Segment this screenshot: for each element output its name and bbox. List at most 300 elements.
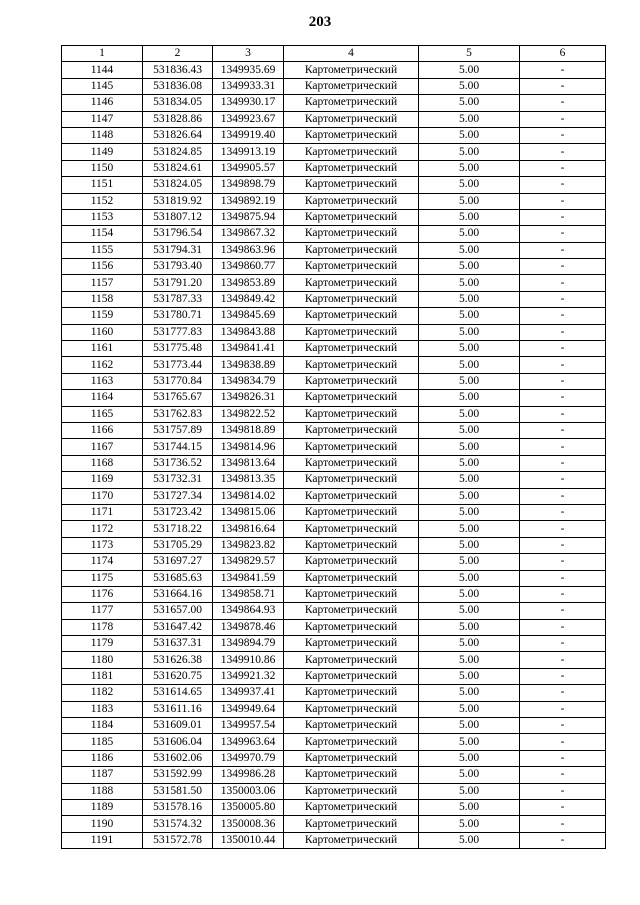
accuracy-cell: 5.00	[419, 455, 520, 471]
method-cell: Картометрический	[284, 455, 419, 471]
x-coordinate-cell: 531578.16	[143, 799, 213, 815]
x-coordinate-cell: 531606.04	[143, 734, 213, 750]
method-cell: Картометрический	[284, 603, 419, 619]
coordinates-table	[61, 45, 606, 849]
method-cell: Картометрический	[284, 193, 419, 209]
method-cell: Картометрический	[284, 652, 419, 668]
x-coordinate-cell: 531744.15	[143, 439, 213, 455]
method-cell: Картометрический	[284, 554, 419, 570]
table-row	[62, 783, 606, 799]
point-number-cell: 1163	[62, 373, 143, 389]
x-coordinate-cell: 531762.83	[143, 406, 213, 422]
point-number-cell: 1191	[62, 832, 143, 848]
method-cell: Картометрический	[284, 226, 419, 242]
table-row	[62, 324, 606, 340]
page-number: 203	[308, 14, 332, 30]
description-cell: -	[520, 750, 606, 766]
y-coordinate-cell: 1349826.31	[213, 390, 284, 406]
accuracy-cell: 5.00	[419, 357, 520, 373]
method-cell: Картометрический	[284, 144, 419, 160]
x-coordinate-cell: 531664.16	[143, 586, 213, 602]
description-cell: -	[520, 783, 606, 799]
point-number-cell: 1175	[62, 570, 143, 586]
accuracy-cell: 5.00	[419, 554, 520, 570]
x-coordinate-cell: 531626.38	[143, 652, 213, 668]
y-coordinate-cell: 1349834.79	[213, 373, 284, 389]
method-cell: Картометрический	[284, 390, 419, 406]
y-coordinate-cell: 1349957.54	[213, 718, 284, 734]
x-coordinate-cell: 531697.27	[143, 554, 213, 570]
point-number-cell: 1174	[62, 554, 143, 570]
x-coordinate-cell: 531836.08	[143, 78, 213, 94]
x-coordinate-cell: 531685.63	[143, 570, 213, 586]
method-cell: Картометрический	[284, 177, 419, 193]
table-row	[62, 341, 606, 357]
x-coordinate-cell: 531770.84	[143, 373, 213, 389]
description-cell: -	[520, 718, 606, 734]
point-number-cell: 1176	[62, 586, 143, 602]
x-coordinate-cell: 531657.00	[143, 603, 213, 619]
accuracy-cell: 5.00	[419, 78, 520, 94]
y-coordinate-cell: 1350005.80	[213, 799, 284, 815]
method-cell: Картометрический	[284, 78, 419, 94]
table-row	[62, 127, 606, 143]
accuracy-cell: 5.00	[419, 95, 520, 111]
description-cell: -	[520, 832, 606, 848]
method-cell: Картометрический	[284, 308, 419, 324]
method-cell: Картометрический	[284, 439, 419, 455]
point-number-cell: 1150	[62, 160, 143, 176]
x-coordinate-cell: 531609.01	[143, 718, 213, 734]
method-cell: Картометрический	[284, 341, 419, 357]
description-cell: -	[520, 144, 606, 160]
y-coordinate-cell: 1349822.52	[213, 406, 284, 422]
description-cell: -	[520, 799, 606, 815]
accuracy-cell: 5.00	[419, 472, 520, 488]
y-coordinate-cell: 1349963.64	[213, 734, 284, 750]
accuracy-cell: 5.00	[419, 718, 520, 734]
point-number-cell: 1156	[62, 259, 143, 275]
accuracy-cell: 5.00	[419, 439, 520, 455]
method-cell: Картометрический	[284, 586, 419, 602]
point-number-cell: 1168	[62, 455, 143, 471]
method-cell: Картометрический	[284, 636, 419, 652]
point-number-cell: 1172	[62, 521, 143, 537]
table-row	[62, 685, 606, 701]
description-cell: -	[520, 357, 606, 373]
accuracy-cell: 5.00	[419, 537, 520, 553]
x-coordinate-cell: 531819.92	[143, 193, 213, 209]
x-coordinate-cell: 531620.75	[143, 668, 213, 684]
accuracy-cell: 5.00	[419, 521, 520, 537]
accuracy-cell: 5.00	[419, 242, 520, 258]
accuracy-cell: 5.00	[419, 750, 520, 766]
y-coordinate-cell: 1349937.41	[213, 685, 284, 701]
column-header-method: 4	[284, 46, 419, 62]
y-coordinate-cell: 1349863.96	[213, 242, 284, 258]
accuracy-cell: 5.00	[419, 619, 520, 635]
point-number-cell: 1152	[62, 193, 143, 209]
x-coordinate-cell: 531614.65	[143, 685, 213, 701]
accuracy-cell: 5.00	[419, 406, 520, 422]
point-number-cell: 1182	[62, 685, 143, 701]
accuracy-cell: 5.00	[419, 734, 520, 750]
y-coordinate-cell: 1349858.71	[213, 586, 284, 602]
method-cell: Картометрический	[284, 570, 419, 586]
y-coordinate-cell: 1349923.67	[213, 111, 284, 127]
description-cell: -	[520, 504, 606, 520]
accuracy-cell: 5.00	[419, 160, 520, 176]
accuracy-cell: 5.00	[419, 259, 520, 275]
table-row	[62, 373, 606, 389]
method-cell: Картометрический	[284, 95, 419, 111]
table-row	[62, 652, 606, 668]
description-cell: -	[520, 127, 606, 143]
description-cell: -	[520, 324, 606, 340]
table-row	[62, 668, 606, 684]
y-coordinate-cell: 1349816.64	[213, 521, 284, 537]
y-coordinate-cell: 1349841.59	[213, 570, 284, 586]
table-row	[62, 750, 606, 766]
x-coordinate-cell: 531705.29	[143, 537, 213, 553]
description-cell: -	[520, 455, 606, 471]
point-number-cell: 1165	[62, 406, 143, 422]
point-number-cell: 1183	[62, 701, 143, 717]
accuracy-cell: 5.00	[419, 144, 520, 160]
description-cell: -	[520, 422, 606, 438]
table-row	[62, 62, 606, 78]
method-cell: Картометрический	[284, 799, 419, 815]
point-number-cell: 1162	[62, 357, 143, 373]
x-coordinate-cell: 531777.83	[143, 324, 213, 340]
y-coordinate-cell: 1349818.89	[213, 422, 284, 438]
description-cell: -	[520, 652, 606, 668]
y-coordinate-cell: 1349921.32	[213, 668, 284, 684]
column-header-y: 3	[213, 46, 284, 62]
accuracy-cell: 5.00	[419, 783, 520, 799]
y-coordinate-cell: 1350010.44	[213, 832, 284, 848]
method-cell: Картометрический	[284, 685, 419, 701]
method-cell: Картометрический	[284, 537, 419, 553]
point-number-cell: 1188	[62, 783, 143, 799]
method-cell: Картометрический	[284, 750, 419, 766]
method-cell: Картометрический	[284, 816, 419, 832]
method-cell: Картометрический	[284, 291, 419, 307]
method-cell: Картометрический	[284, 127, 419, 143]
description-cell: -	[520, 767, 606, 783]
method-cell: Картометрический	[284, 668, 419, 684]
table-row	[62, 78, 606, 94]
table-row	[62, 275, 606, 291]
method-cell: Картометрический	[284, 242, 419, 258]
point-number-cell: 1180	[62, 652, 143, 668]
method-cell: Картометрический	[284, 734, 419, 750]
table-row	[62, 160, 606, 176]
table-row	[62, 111, 606, 127]
point-number-cell: 1144	[62, 62, 143, 78]
y-coordinate-cell: 1349933.31	[213, 78, 284, 94]
x-coordinate-cell: 531780.71	[143, 308, 213, 324]
table-row	[62, 832, 606, 848]
accuracy-cell: 5.00	[419, 652, 520, 668]
x-coordinate-cell: 531647.42	[143, 619, 213, 635]
point-number-cell: 1159	[62, 308, 143, 324]
point-number-cell: 1167	[62, 439, 143, 455]
y-coordinate-cell: 1350003.06	[213, 783, 284, 799]
point-number-cell: 1171	[62, 504, 143, 520]
accuracy-cell: 5.00	[419, 390, 520, 406]
x-coordinate-cell: 531637.31	[143, 636, 213, 652]
description-cell: -	[520, 586, 606, 602]
table-row	[62, 209, 606, 225]
table-row	[62, 537, 606, 553]
description-cell: -	[520, 95, 606, 111]
point-number-cell: 1184	[62, 718, 143, 734]
table-row	[62, 619, 606, 635]
column-header-accuracy: 5	[419, 46, 520, 62]
y-coordinate-cell: 1349910.86	[213, 652, 284, 668]
accuracy-cell: 5.00	[419, 603, 520, 619]
accuracy-cell: 5.00	[419, 816, 520, 832]
y-coordinate-cell: 1349919.40	[213, 127, 284, 143]
accuracy-cell: 5.00	[419, 111, 520, 127]
description-cell: -	[520, 291, 606, 307]
point-number-cell: 1186	[62, 750, 143, 766]
y-coordinate-cell: 1349970.79	[213, 750, 284, 766]
y-coordinate-cell: 1349813.35	[213, 472, 284, 488]
column-header-description: 6	[520, 46, 606, 62]
method-cell: Картометрический	[284, 767, 419, 783]
x-coordinate-cell: 531611.16	[143, 701, 213, 717]
x-coordinate-cell: 531796.54	[143, 226, 213, 242]
x-coordinate-cell: 531775.48	[143, 341, 213, 357]
point-number-cell: 1185	[62, 734, 143, 750]
accuracy-cell: 5.00	[419, 308, 520, 324]
accuracy-cell: 5.00	[419, 504, 520, 520]
point-number-cell: 1166	[62, 422, 143, 438]
point-number-cell: 1153	[62, 209, 143, 225]
table-row	[62, 718, 606, 734]
table-row	[62, 636, 606, 652]
accuracy-cell: 5.00	[419, 832, 520, 848]
table-row	[62, 603, 606, 619]
table-row	[62, 586, 606, 602]
table-row	[62, 308, 606, 324]
x-coordinate-cell: 531824.61	[143, 160, 213, 176]
x-coordinate-cell: 531824.85	[143, 144, 213, 160]
method-cell: Картометрический	[284, 472, 419, 488]
y-coordinate-cell: 1349853.89	[213, 275, 284, 291]
accuracy-cell: 5.00	[419, 701, 520, 717]
description-cell: -	[520, 439, 606, 455]
point-number-cell: 1177	[62, 603, 143, 619]
table-row	[62, 177, 606, 193]
accuracy-cell: 5.00	[419, 668, 520, 684]
y-coordinate-cell: 1349867.32	[213, 226, 284, 242]
y-coordinate-cell: 1349849.42	[213, 291, 284, 307]
description-cell: -	[520, 226, 606, 242]
method-cell: Картометрический	[284, 504, 419, 520]
y-coordinate-cell: 1349894.79	[213, 636, 284, 652]
method-cell: Картометрический	[284, 406, 419, 422]
point-number-cell: 1160	[62, 324, 143, 340]
point-number-cell: 1181	[62, 668, 143, 684]
table-row	[62, 144, 606, 160]
table-row	[62, 504, 606, 520]
description-cell: -	[520, 390, 606, 406]
table-row	[62, 259, 606, 275]
y-coordinate-cell: 1349898.79	[213, 177, 284, 193]
y-coordinate-cell: 1349875.94	[213, 209, 284, 225]
method-cell: Картометрический	[284, 422, 419, 438]
table-row	[62, 488, 606, 504]
x-coordinate-cell: 531574.32	[143, 816, 213, 832]
y-coordinate-cell: 1349845.69	[213, 308, 284, 324]
table-row	[62, 701, 606, 717]
y-coordinate-cell: 1349864.93	[213, 603, 284, 619]
x-coordinate-cell: 531807.12	[143, 209, 213, 225]
accuracy-cell: 5.00	[419, 488, 520, 504]
y-coordinate-cell: 1349913.19	[213, 144, 284, 160]
x-coordinate-cell: 531727.34	[143, 488, 213, 504]
method-cell: Картометрический	[284, 488, 419, 504]
description-cell: -	[520, 406, 606, 422]
accuracy-cell: 5.00	[419, 209, 520, 225]
description-cell: -	[520, 341, 606, 357]
point-number-cell: 1187	[62, 767, 143, 783]
accuracy-cell: 5.00	[419, 62, 520, 78]
description-cell: -	[520, 62, 606, 78]
description-cell: -	[520, 636, 606, 652]
x-coordinate-cell: 531718.22	[143, 521, 213, 537]
point-number-cell: 1190	[62, 816, 143, 832]
x-coordinate-cell: 531836.43	[143, 62, 213, 78]
method-cell: Картометрический	[284, 324, 419, 340]
point-number-cell: 1170	[62, 488, 143, 504]
method-cell: Картометрический	[284, 832, 419, 848]
point-number-cell: 1164	[62, 390, 143, 406]
y-coordinate-cell: 1349949.64	[213, 701, 284, 717]
y-coordinate-cell: 1349815.06	[213, 504, 284, 520]
x-coordinate-cell: 531765.67	[143, 390, 213, 406]
x-coordinate-cell: 531572.78	[143, 832, 213, 848]
y-coordinate-cell: 1349892.19	[213, 193, 284, 209]
method-cell: Картометрический	[284, 718, 419, 734]
point-number-cell: 1169	[62, 472, 143, 488]
description-cell: -	[520, 160, 606, 176]
method-cell: Картометрический	[284, 619, 419, 635]
x-coordinate-cell: 531757.89	[143, 422, 213, 438]
column-header-x: 2	[143, 46, 213, 62]
table-row	[62, 193, 606, 209]
x-coordinate-cell: 531791.20	[143, 275, 213, 291]
description-cell: -	[520, 193, 606, 209]
y-coordinate-cell: 1349930.17	[213, 95, 284, 111]
table-row	[62, 455, 606, 471]
description-cell: -	[520, 78, 606, 94]
accuracy-cell: 5.00	[419, 291, 520, 307]
table-row	[62, 472, 606, 488]
method-cell: Картометрический	[284, 521, 419, 537]
description-cell: -	[520, 373, 606, 389]
y-coordinate-cell: 1349986.28	[213, 767, 284, 783]
point-number-cell: 1178	[62, 619, 143, 635]
accuracy-cell: 5.00	[419, 636, 520, 652]
accuracy-cell: 5.00	[419, 685, 520, 701]
description-cell: -	[520, 259, 606, 275]
accuracy-cell: 5.00	[419, 193, 520, 209]
x-coordinate-cell: 531736.52	[143, 455, 213, 471]
accuracy-cell: 5.00	[419, 570, 520, 586]
description-cell: -	[520, 603, 606, 619]
description-cell: -	[520, 488, 606, 504]
method-cell: Картометрический	[284, 209, 419, 225]
table-row	[62, 816, 606, 832]
method-cell: Картометрический	[284, 62, 419, 78]
table-row	[62, 406, 606, 422]
accuracy-cell: 5.00	[419, 586, 520, 602]
table-row	[62, 357, 606, 373]
x-coordinate-cell: 531602.06	[143, 750, 213, 766]
x-coordinate-cell: 531723.42	[143, 504, 213, 520]
description-cell: -	[520, 472, 606, 488]
description-cell: -	[520, 242, 606, 258]
table-row	[62, 734, 606, 750]
point-number-cell: 1145	[62, 78, 143, 94]
point-number-cell: 1155	[62, 242, 143, 258]
y-coordinate-cell: 1349823.82	[213, 537, 284, 553]
point-number-cell: 1151	[62, 177, 143, 193]
accuracy-cell: 5.00	[419, 226, 520, 242]
method-cell: Картометрический	[284, 357, 419, 373]
x-coordinate-cell: 531787.33	[143, 291, 213, 307]
description-cell: -	[520, 308, 606, 324]
description-cell: -	[520, 668, 606, 684]
description-cell: -	[520, 177, 606, 193]
description-cell: -	[520, 685, 606, 701]
point-number-cell: 1149	[62, 144, 143, 160]
method-cell: Картометрический	[284, 373, 419, 389]
x-coordinate-cell: 531824.05	[143, 177, 213, 193]
point-number-cell: 1179	[62, 636, 143, 652]
method-cell: Картометрический	[284, 783, 419, 799]
header-row	[62, 46, 606, 62]
table-header	[62, 46, 606, 62]
x-coordinate-cell: 531828.86	[143, 111, 213, 127]
x-coordinate-cell: 531592.99	[143, 767, 213, 783]
table-row	[62, 242, 606, 258]
y-coordinate-cell: 1349843.88	[213, 324, 284, 340]
description-cell: -	[520, 275, 606, 291]
point-number-cell: 1173	[62, 537, 143, 553]
point-number-cell: 1161	[62, 341, 143, 357]
accuracy-cell: 5.00	[419, 373, 520, 389]
x-coordinate-cell: 531793.40	[143, 259, 213, 275]
table-row	[62, 570, 606, 586]
point-number-cell: 1148	[62, 127, 143, 143]
point-number-cell: 1147	[62, 111, 143, 127]
column-header-point-number: 1	[62, 46, 143, 62]
table-row	[62, 439, 606, 455]
x-coordinate-cell: 531773.44	[143, 357, 213, 373]
y-coordinate-cell: 1349838.89	[213, 357, 284, 373]
point-number-cell: 1158	[62, 291, 143, 307]
table-row	[62, 799, 606, 815]
description-cell: -	[520, 209, 606, 225]
table-row	[62, 554, 606, 570]
x-coordinate-cell: 531834.05	[143, 95, 213, 111]
point-number-cell: 1189	[62, 799, 143, 815]
